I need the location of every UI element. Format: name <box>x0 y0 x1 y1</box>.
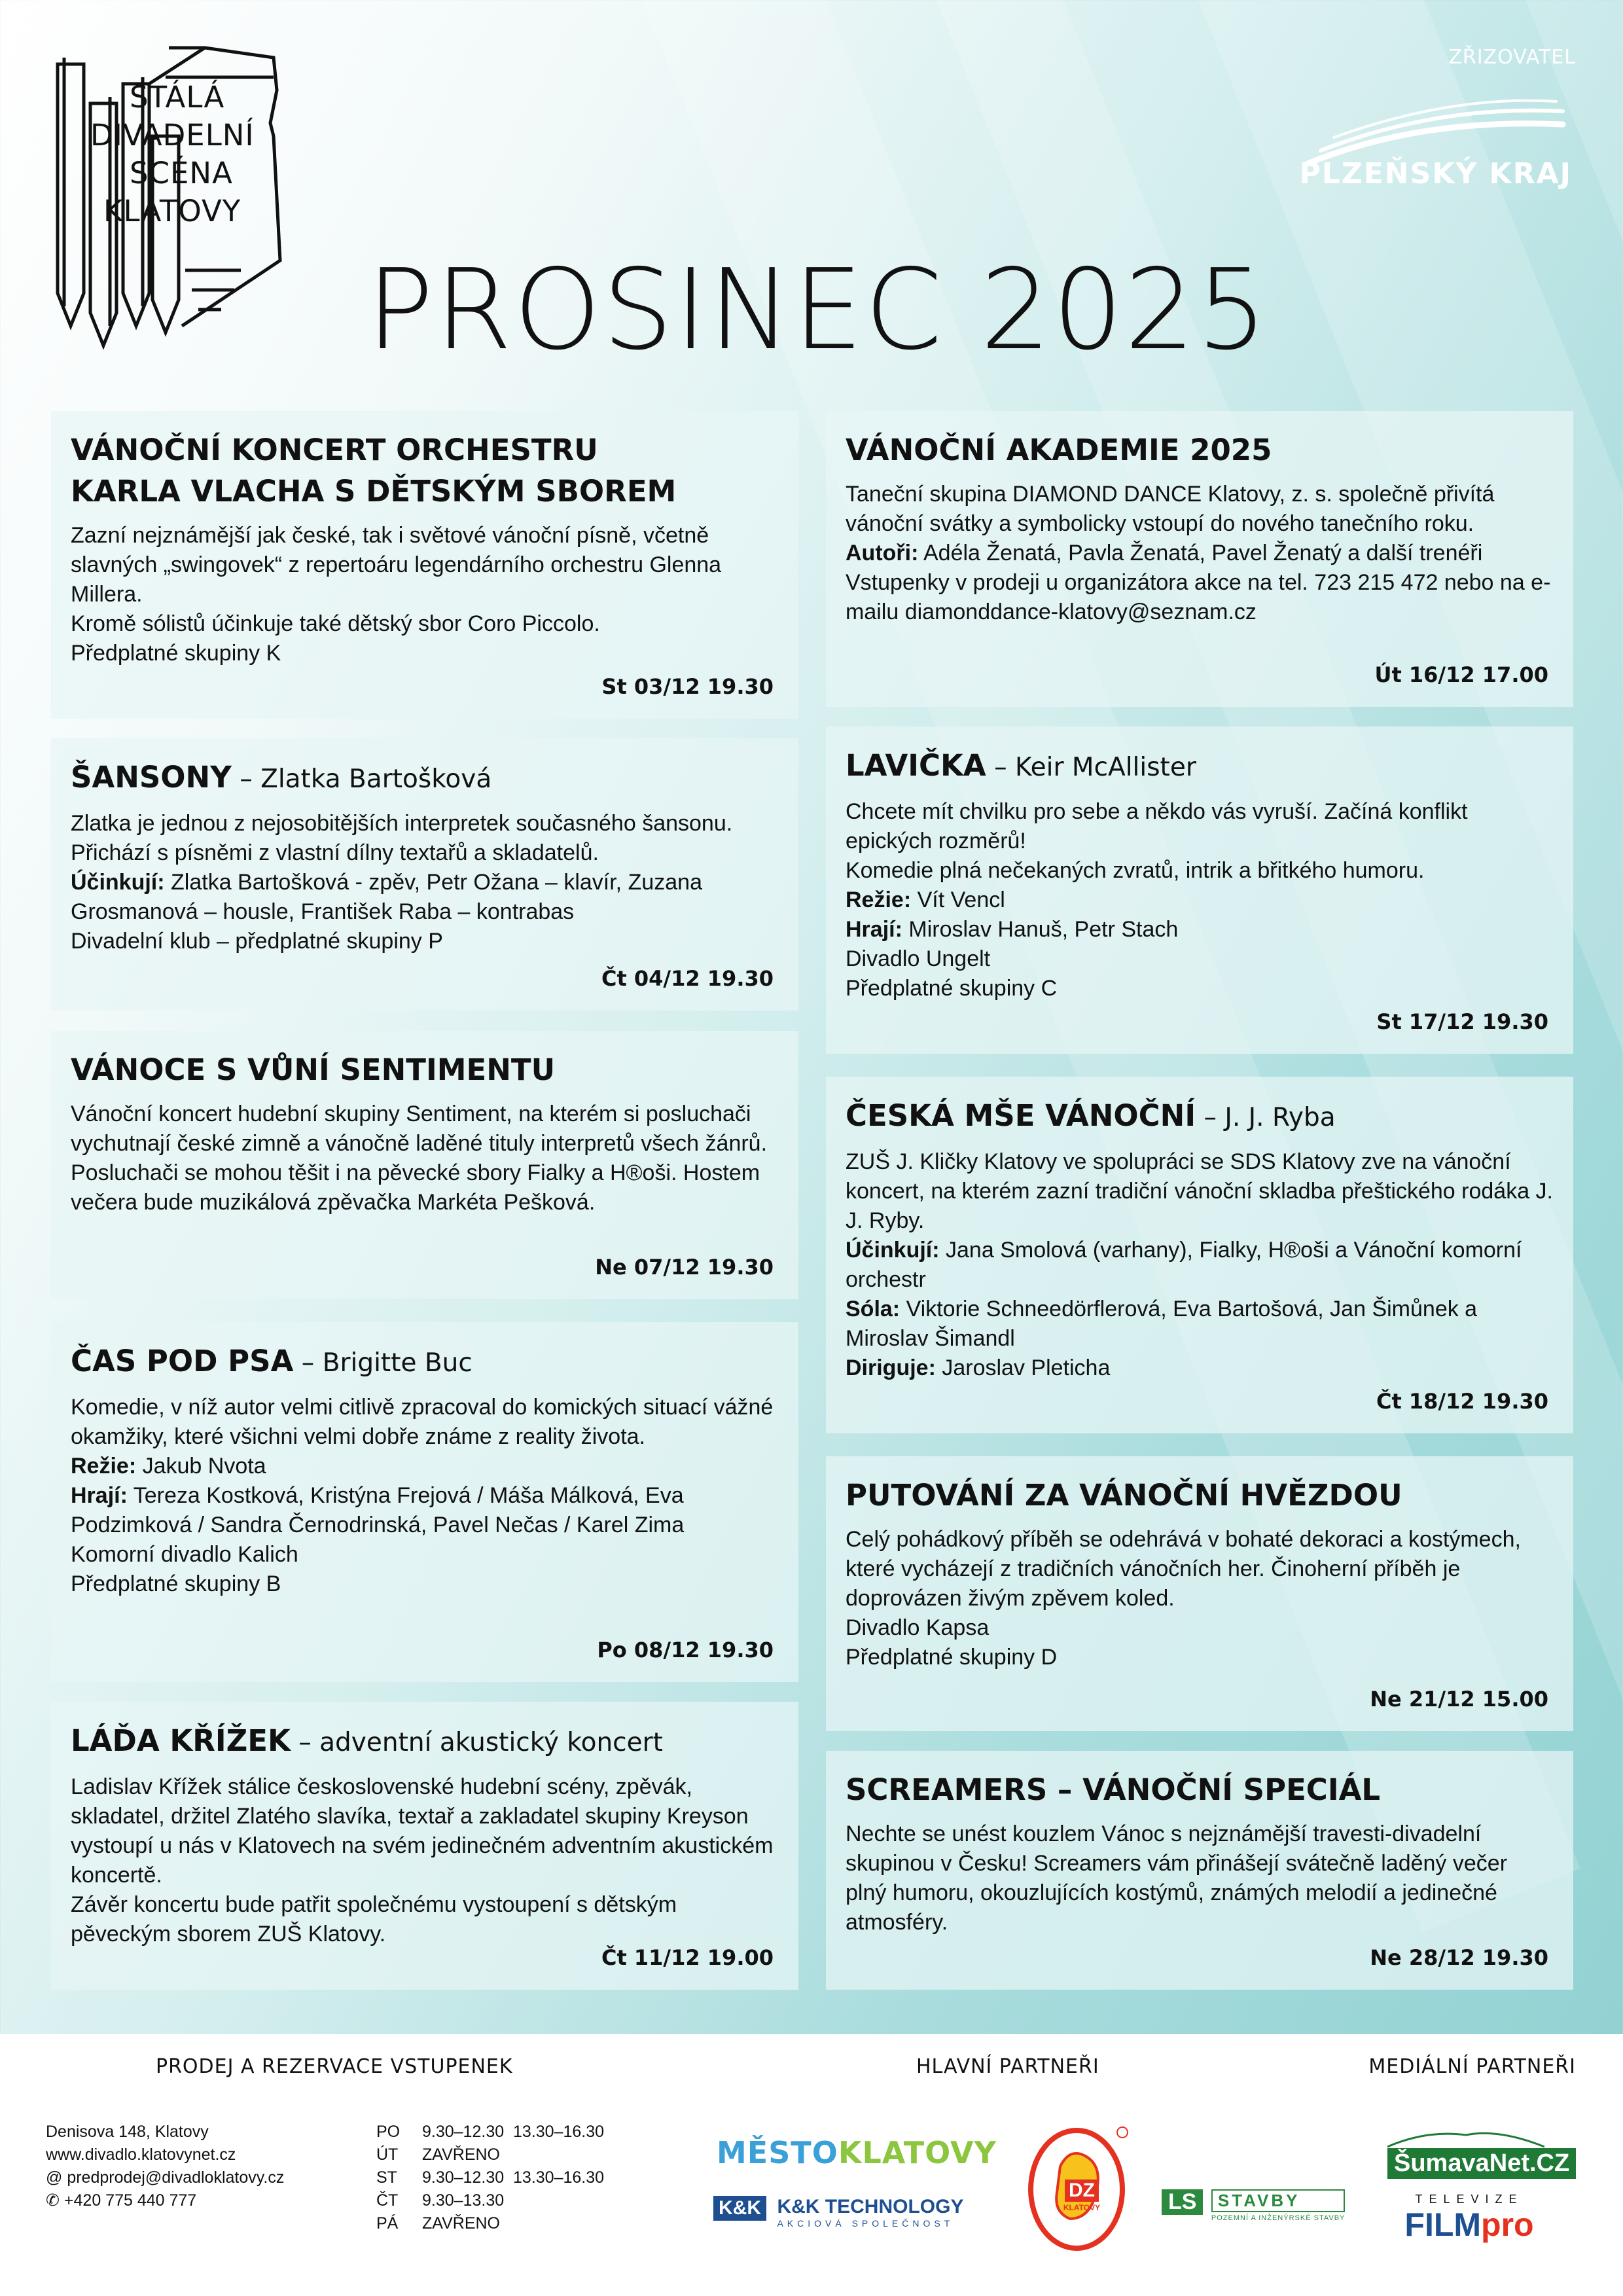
event-role-label: Sóla: <box>846 1297 901 1321</box>
ls-mark-icon: LS <box>1162 2189 1203 2215</box>
filmpro-logo <box>1394 2193 1544 2243</box>
event-text: Zlatka je jednou z nejosobitějších interpretek současného šansonu. Přichází s písněmi z vlastní dílny textařů a skladatelů. <box>71 811 733 865</box>
logo-line: STÁLÁ <box>130 80 225 115</box>
event-description <box>846 1147 1554 1383</box>
event-text: Divadelní klub – předplatné skupiny P <box>71 929 443 954</box>
hours-row <box>376 2144 604 2166</box>
event-subtitle: – Brigitte Buc <box>293 1348 473 1378</box>
event-description <box>71 521 779 668</box>
event-text: Divadlo Kapsa <box>846 1615 990 1640</box>
event-card <box>826 1077 1573 1433</box>
event-title-line: LÁĎA KŘÍŽEK <box>71 1723 291 1758</box>
event-date: Čt 18/12 19.30 <box>1376 1389 1548 1414</box>
event-subtitle: – J. J. Ryba <box>1196 1103 1336 1132</box>
address: Denisova 148, Klatovy <box>46 2123 209 2141</box>
event-date: St 03/12 19.30 <box>601 674 774 699</box>
event-date: Po 08/12 19.30 <box>597 1638 774 1662</box>
media-heading: MEDIÁLNÍ PARTNEŘI <box>1368 2055 1576 2078</box>
partner-text: DZ <box>1065 2179 1099 2202</box>
event-title <box>71 1340 779 1384</box>
event-text: Viktorie Schneedörflerová, Eva Bartošová, Jan Šimůnek a Miroslav Šimandl <box>846 1297 1478 1351</box>
event-card <box>826 1456 1573 1731</box>
event-title-line: VÁNOČNÍ KONCERT ORCHESTRU <box>71 433 598 467</box>
partner-text: STAVBY <box>1211 2189 1345 2212</box>
event-role-label: Hrají: <box>846 917 902 942</box>
kk-technology-logo <box>713 2196 963 2229</box>
hours-day: PO <box>376 2123 401 2141</box>
event-card <box>826 1751 1573 1990</box>
event-subtitle: – Keir McAllister <box>986 753 1196 782</box>
website-link[interactable]: www.divadlo.klatovynet.cz <box>46 2145 236 2164</box>
phone-icon: ✆ <box>46 2191 64 2210</box>
event-role-label: Hrají: <box>71 1483 128 1508</box>
event-title <box>846 745 1554 788</box>
sales-heading: PRODEJ A REZERVACE VSTUPENEK <box>156 2055 513 2078</box>
event-title-line: VÁNOCE S VŮNÍ SENTIMENTU <box>71 1052 556 1087</box>
event-text: Předplatné skupiny B <box>71 1571 281 1596</box>
event-text: Miroslav Hanuš, Petr Stach <box>902 917 1179 942</box>
event-title-line: VÁNOČNÍ AKADEMIE 2025 <box>846 433 1272 467</box>
event-description <box>846 1525 1554 1672</box>
event-title-line: KARLA VLACHA S DĚTSKÝM SBOREM <box>71 474 677 509</box>
event-description <box>71 1100 779 1217</box>
event-card <box>51 738 798 1011</box>
hours-time: ZAVŘENO <box>422 2145 500 2164</box>
event-subtitle: – adventní akustický koncert <box>290 1728 663 1757</box>
event-text: Adéla Ženatá, Pavla Ženatá, Pavel Ženatý a další trenéři <box>918 541 1483 565</box>
event-date: Ne 21/12 15.00 <box>1370 1687 1548 1712</box>
event-date: Čt 11/12 19.00 <box>601 1945 774 1970</box>
event-text: Předplatné skupiny K <box>71 641 281 666</box>
event-description <box>71 1393 779 1599</box>
kk-mark-icon: K&K <box>713 2196 766 2221</box>
event-description <box>71 809 779 956</box>
event-text: Zazní nejznámější jak české, tak i světové vánoční písně, včetně slavných „swingovek“ z repertoáru legendárního orchestru Glenna Millera. <box>71 523 722 607</box>
event-title-line: ČESKÁ MŠE VÁNOČNÍ <box>846 1098 1196 1133</box>
partners-heading: HLAVNÍ PARTNEŘI <box>916 2055 1099 2078</box>
hours-row <box>376 2189 604 2212</box>
hours-row <box>376 2121 604 2144</box>
founder-name: PLZEŇSKÝ KRAJ <box>1299 157 1572 190</box>
email-link[interactable]: predprodej@divadloklatovy.cz <box>67 2168 285 2187</box>
event-text: Chcete mít chvilku pro sebe a někdo vás vyruší. Začíná konflikt epických rozměrů! <box>846 799 1468 853</box>
page-title: PROSINEC 2025 <box>366 245 1269 375</box>
hours-row <box>376 2166 604 2189</box>
event-role-label: Diriguje: <box>846 1355 936 1380</box>
hours-day: PÁ <box>376 2214 399 2233</box>
event-description <box>846 480 1554 627</box>
partner-text: AKCIOVÁ SPOLEČNOST <box>777 2218 954 2229</box>
partner-text: KLATOVY <box>1063 2203 1101 2212</box>
event-title <box>846 1769 1554 1810</box>
partner-text: ŠumavaNet.CZ <box>1387 2148 1576 2179</box>
event-text: Taneční skupina DIAMOND DANCE Klatovy, z. s. společně přivítá vánoční svátky a symbolicky vstoupí do nového tanečního roku. <box>846 482 1495 536</box>
event-card <box>51 1702 798 1990</box>
event-date: St 17/12 19.30 <box>1376 1009 1548 1034</box>
event-card <box>51 1031 798 1299</box>
hours-time: 9.30–13.30 <box>422 2191 505 2210</box>
partner-text: TELEVIZE <box>1415 2193 1524 2206</box>
partner-text: MĚSTO <box>717 2135 838 2170</box>
event-text: Jana Smolová (varhany), Fialky, H®oši a Vánoční komorní orchestr <box>846 1238 1522 1292</box>
event-card <box>51 1322 798 1682</box>
event-date: Ne 28/12 19.30 <box>1370 1945 1548 1970</box>
hours-time: 9.30–12.30 13.30–16.30 <box>422 2168 605 2187</box>
event-text: Závěr koncertu bude patřit společnému vystoupení s dětským pěveckým sborem ZUŠ Klatovy. <box>71 1892 677 1946</box>
event-description <box>71 1772 779 1949</box>
phone-number[interactable]: +420 775 440 777 <box>63 2191 197 2210</box>
partner-text: KLATOVY <box>838 2135 997 2170</box>
event-text: Nechte se unést kouzlem Vánoc s nejznámější travesti-divadelní skupinou v Česku! Screamers vám přinášejí svátečně laděný večer plný humoru, okouzlujících kostýmů, známých melodií a jedinečné atmosféry. <box>846 1821 1508 1935</box>
event-text: Komedie plná nečekaných zvratů, intrik a břitkého humoru. <box>846 858 1425 883</box>
mesto-klatovy-logo <box>717 2135 997 2170</box>
hours-day: ČT <box>376 2191 399 2210</box>
event-card <box>826 726 1573 1054</box>
event-title-line: LAVIČKA <box>846 748 986 783</box>
opening-hours <box>376 2121 604 2235</box>
event-subtitle: – Zlatka Bartošková <box>231 764 492 794</box>
event-text: Vstupenky v prodeji u organizátora akce na tel. 723 215 472 nebo na e-mailu diamonddance-klatovy@seznam.cz <box>846 570 1551 624</box>
hours-time: ZAVŘENO <box>422 2214 500 2233</box>
event-text: Vánoční koncert hudební skupiny Sentiment, na kterém si posluchači vychutnají české zimně a vánočně laděné tituly interpretů všech žánrů. Posluchači se mohou těšit i na pěvecké sbory Fialky a H®oši. Hostem večera bude muzikálová zpěvačka Markéta Pešková. <box>71 1102 768 1215</box>
event-card <box>826 411 1573 707</box>
sumavanet-logo <box>1387 2128 1576 2179</box>
event-title <box>71 1720 779 1763</box>
event-text: Vít Vencl <box>911 888 1005 912</box>
event-title <box>846 1095 1554 1138</box>
event-date: Čt 04/12 19.30 <box>601 966 774 991</box>
partner-text: pro <box>1481 2206 1534 2243</box>
event-text: Divadlo Ungelt <box>846 946 991 971</box>
logo-line: DIVADELNÍ <box>90 118 255 152</box>
event-text: Celý pohádkový příběh se odehrává v bohaté dekoraci a kostýmech, které vycházejí z tradičních vánočních her. Činoherní příběh je doprovázen živým zpěvem koled. <box>846 1527 1521 1611</box>
ls-stavby-logo <box>1162 2189 1345 2222</box>
partner-text: FILM <box>1404 2206 1482 2243</box>
event-text: Předplatné skupiny C <box>846 976 1058 1001</box>
event-date: Ne 07/12 19.30 <box>595 1255 774 1280</box>
event-text: ZUŠ J. Kličky Klatovy ve spolupráci se SDS Klatovy zve na vánoční koncert, na kterém zazní tradiční vánoční skladba přeštického rodáka J. J. Ryby. <box>846 1149 1553 1233</box>
hours-day: ST <box>376 2168 397 2187</box>
event-role-label: Režie: <box>846 888 912 912</box>
logo-wordmark <box>90 79 255 230</box>
event-text: Komorní divadlo Kalich <box>71 1542 298 1567</box>
event-title-line: ŠANSONY <box>71 760 232 795</box>
event-title <box>846 429 1554 471</box>
event-text: Tereza Kostková, Kristýna Frejová / Máša Málková, Eva Podzimková / Sandra Černodrinská, Pavel Nečas / Karel Zima <box>71 1483 685 1537</box>
contact-block <box>46 2121 284 2212</box>
event-title-line: SCREAMERS – VÁNOČNÍ SPECIÁL <box>846 1772 1381 1807</box>
event-description <box>846 797 1554 1003</box>
partner-text: K&K TECHNOLOGY <box>777 2196 964 2217</box>
hours-time: 9.30–12.30 13.30–16.30 <box>422 2123 605 2141</box>
event-card <box>51 411 798 719</box>
event-date: Út 16/12 17.00 <box>1374 662 1548 687</box>
event-title-line: ČAS POD PSA <box>71 1344 294 1378</box>
partner-text: POZEMNÍ A INŽENÝRSKÉ STAVBY <box>1211 2214 1346 2222</box>
event-role-label: Autoři: <box>846 541 919 565</box>
logo-line: KLATOVY <box>103 194 241 228</box>
event-text: Komedie, v níž autor velmi citlivě zpracoval do komických situací vážné okamžiky, které všichni velmi dobře známe z reality života. <box>71 1395 774 1449</box>
founder-label: ZŘIZOVATEL <box>1448 46 1576 69</box>
event-text: Jaroslav Pleticha <box>935 1355 1111 1380</box>
mountain-icon <box>1387 2128 1544 2148</box>
event-text: Jakub Nvota <box>136 1454 266 1479</box>
email-icon: @ <box>46 2168 67 2187</box>
event-role-label: Režie: <box>71 1454 137 1479</box>
event-title <box>71 1049 779 1090</box>
event-text: Předplatné skupiny D <box>846 1645 1058 1670</box>
event-text: Kromě sólistů účinkuje také dětský sbor Coro Piccolo. <box>71 611 600 636</box>
event-title <box>846 1475 1554 1516</box>
dz-text <box>1059 2179 1105 2212</box>
event-text: Zlatka Bartošková - zpěv, Petr Ožana – klavír, Zuzana Grosmanová – housle, František Raba – kontrabas <box>71 870 702 924</box>
event-title-line: PUTOVÁNÍ ZA VÁNOČNÍ HVĚZDOU <box>846 1478 1402 1513</box>
event-text: Ladislav Křížek stálice československé hudební scény, zpěvák, skladatel, držitel Zlatého slavíka, textař a zakladatel skupiny Kreyson vystoupí u nás v Klatovech na svém jedinečném adventním akustickém koncertě. <box>71 1774 774 1888</box>
event-role-label: Účinkují: <box>71 870 165 895</box>
event-title <box>71 757 779 800</box>
hours-day: ÚT <box>376 2145 399 2164</box>
event-description <box>846 1820 1554 1937</box>
event-role-label: Účinkují: <box>846 1238 940 1263</box>
hours-row <box>376 2212 604 2235</box>
logo-line: SCÉNA <box>130 156 233 190</box>
event-title <box>71 429 779 512</box>
